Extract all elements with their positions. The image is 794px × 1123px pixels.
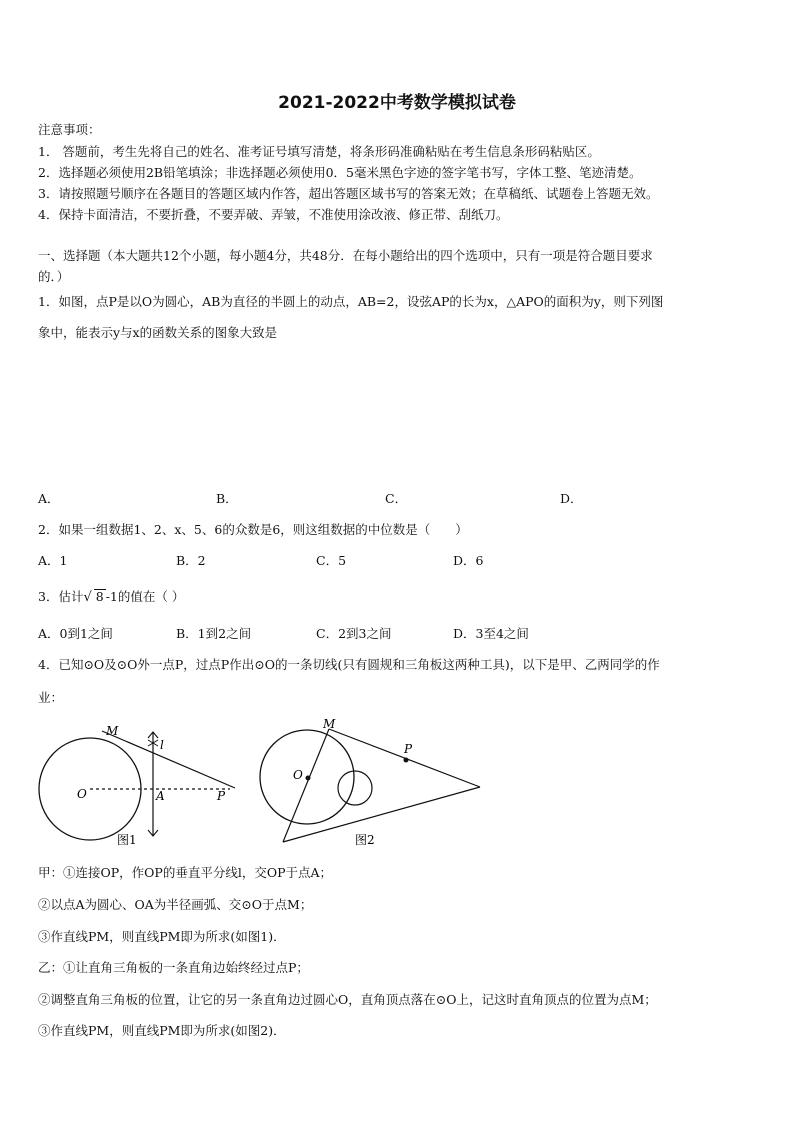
- q1-option-c: C．: [385, 491, 408, 506]
- jia-step-2: ②以点A为圆心、OA为半径画弧、交⊙O于点M；: [38, 897, 313, 912]
- q3-option-a: A．0到1之间: [38, 626, 113, 641]
- q4-stem-cont: 业：: [38, 690, 64, 705]
- q2-option-a: A．1: [38, 553, 68, 568]
- q1-option-a: A．: [38, 491, 60, 506]
- page-title: 2021-2022中考数学模拟试卷: [278, 93, 516, 113]
- label-m: M: [323, 717, 336, 731]
- q2-stem: 2．如果一组数据1、2、x、5、6的众数是6，则这组数据的中位数是（ ）: [38, 522, 468, 537]
- figure-1-caption: 图1: [117, 833, 137, 847]
- notice-heading: 注意事项：: [38, 122, 101, 137]
- label-o: O: [77, 787, 87, 801]
- label-p: P: [217, 789, 226, 803]
- q2-option-c: C．5: [316, 553, 347, 568]
- notice-item: 3．请按照题号顺序在各题目的答题区域内作答，超出答题区域书写的答案无效；在草稿纸、试题卷上答题无效。: [38, 186, 659, 201]
- label-p: P: [404, 742, 413, 756]
- notice-item: 2．选择题必须使用2B铅笔填涂；非选择题必须使用0．5毫米黑色字迹的签字笔书写，字体工整、笔迹清楚。: [38, 165, 642, 180]
- q1-stem: 1．如图，点P是以O为圆心，AB为直径的半圆上的动点，AB=2，设弦AP的长为x，△APO的面积为y，则下列图: [38, 294, 664, 309]
- triangle-side-mo: [283, 729, 329, 842]
- radical-sign-icon: √: [83, 590, 92, 605]
- q3-radicand: 8: [95, 589, 104, 604]
- section-heading: 一、选择题（本大题共12个小题，每小题4分，共48分．在每小题给出的四个选项中，只有一项是符合题目要求: [38, 248, 653, 263]
- label-m: M: [106, 724, 119, 738]
- q4-stem: 4．已知⊙O及⊙O外一点P，过点P作出⊙O的一条切线(只有圆规和三角板这两种工具)，以下是甲、乙两同学的作: [38, 657, 660, 672]
- figure-1: [30, 718, 245, 848]
- jia-step-3: ③作直线PM，则直线PM即为所求(如图1)．: [38, 929, 286, 944]
- q2-option-d: D．6: [453, 553, 484, 568]
- yi-step-2: ②调整直角三角板的位置，让它的另一条直角边过圆心O，直角顶点落在⊙O上，记这时直角顶点的位置为点M；: [38, 992, 657, 1007]
- q3-stem-suffix: -1的值在（ ）: [105, 589, 185, 604]
- point-p: [404, 758, 409, 763]
- yi-step-1: 乙：①让直角三角板的一条直角边始终经过点P；: [38, 960, 309, 975]
- section-heading-cont: 的．）: [38, 269, 70, 284]
- q1-option-b: B．: [216, 491, 238, 506]
- figure-2: [255, 713, 485, 848]
- notice-item: 1． 答题前，考生先将自己的姓名、准考证号填写清楚，将条形码准确粘贴在考生信息条形码粘贴区。: [38, 144, 600, 159]
- q3-stem: [38, 587, 184, 605]
- q3-option-b: B．1到2之间: [176, 626, 252, 641]
- q3-option-c: C．2到3之间: [316, 626, 392, 641]
- q2-option-b: B．2: [176, 553, 206, 568]
- q3-stem-prefix: 3．估计: [38, 589, 84, 604]
- yi-step-3: ③作直线PM，则直线PM即为所求(如图2)．: [38, 1023, 286, 1038]
- q1-option-d: D．: [560, 491, 583, 506]
- notice-item: 4．保持卡面清洁，不要折叠，不要弄破、弄皱，不准使用涂改液、修正带、刮纸刀。: [38, 207, 509, 222]
- figure-2-caption: 图2: [355, 833, 375, 847]
- small-circle: [338, 771, 372, 805]
- tangent-line-pm: [102, 731, 235, 788]
- jia-step-1: 甲：①连接OP，作OP的垂直平分线l，交OP于点A；: [38, 865, 333, 880]
- q3-option-d: D．3至4之间: [453, 626, 529, 641]
- label-a: A: [156, 789, 165, 803]
- label-l: l: [160, 738, 164, 752]
- point-o: [306, 776, 311, 781]
- label-o: O: [293, 768, 303, 782]
- q1-stem-cont: 象中，能表示y与x的函数关系的图象大致是: [38, 325, 278, 340]
- triangle-hypotenuse: [283, 787, 480, 842]
